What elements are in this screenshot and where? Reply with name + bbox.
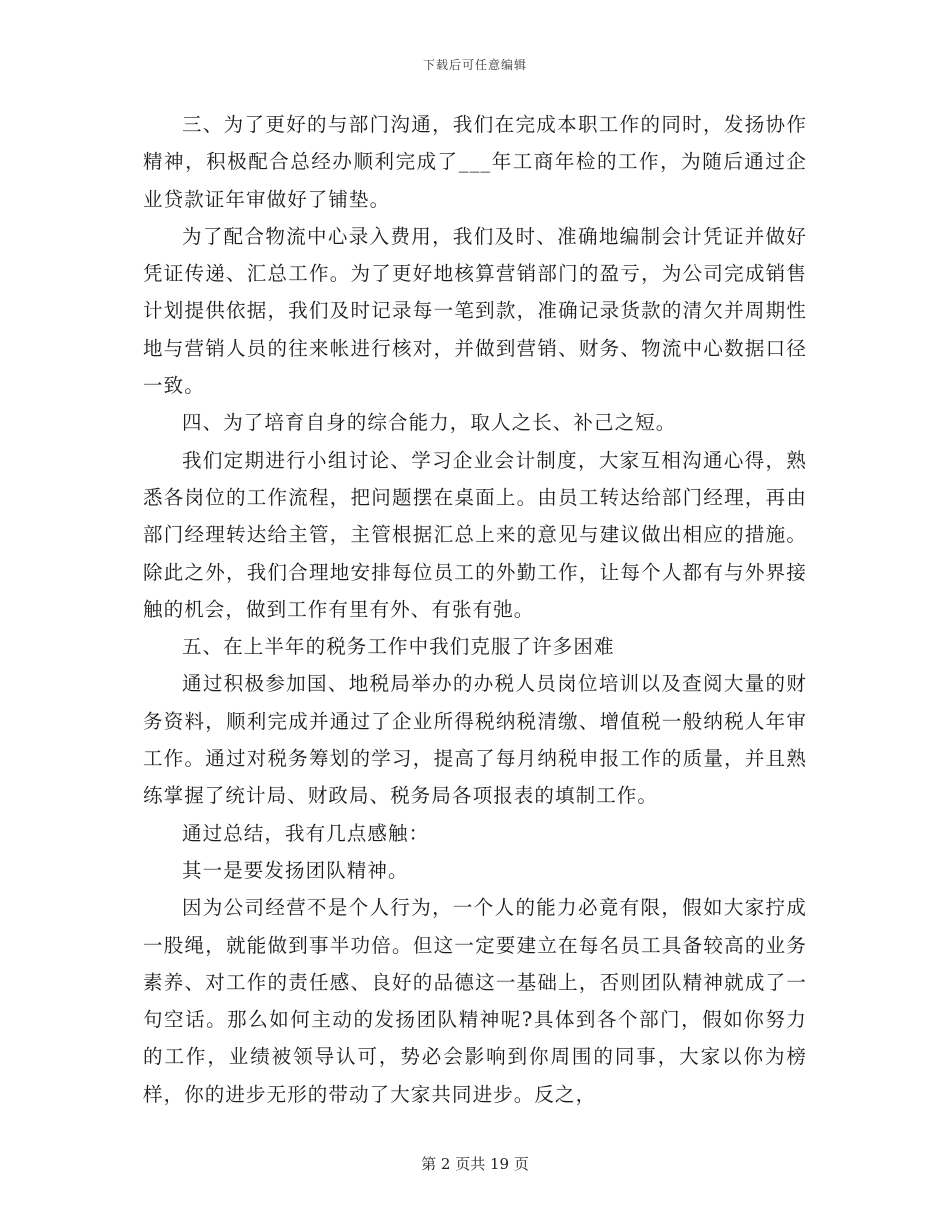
paragraph-8: 其一是要发扬团队精神。 bbox=[182, 858, 409, 882]
paragraph-3: 四、为了培育自身的综合能力，取人之长、补己之短。 bbox=[182, 411, 677, 435]
page-number: 第 2 页共 19 页 bbox=[421, 1155, 529, 1173]
page-header: 下载后可任意编辑 bbox=[422, 58, 527, 72]
paragraph-6: 通过积极参加国、地税局举办的办税人员岗位培训以及查阅大量的财务资料，顺利完成并通过了企业所得税纳税清缴、增值税一般纳税人年审工作。通过对税务筹划的学习，提高了每月纳税申报工作的质量，并且熟练掌握了统计局、财政局、税务局各项报表的填制工作。 bbox=[143, 672, 807, 808]
paragraph-9: 因为公司经营不是个人行为，一个人的能力必竟有限，假如大家拧成一股绳，就能做到事半功倍。但这一定要建立在每名员工具备较高的业务素养、对工作的责任感、良好的品德这一基础上，否则团队精神就成了一句空话。那么如何主动的发扬团队精神呢?具体到各个部门，假如你努力的工作，业绩被领导认可，势必会影响到你周围的同事，大家以你为榜样，你的进步无形的带动了大家共同进步。反之， bbox=[143, 896, 807, 1106]
paragraph-1: 三、为了更好的与部门沟通，我们在完成本职工作的同时，发扬协作精神，积极配合总经办顺利完成了___年工商年检的工作，为随后通过企业贷款证年审做好了铺垫。 bbox=[143, 113, 807, 211]
document-body bbox=[143, 106, 807, 1113]
paragraph-4: 我们定期进行小组讨论、学习企业会计制度，大家互相沟通心得，熟悉各岗位的工作流程，把问题摆在桌面上。由员工转达给部门经理，再由部门经理转达给主管，主管根据汇总上来的意见与建议做出相应的措施。除此之外，我们合理地安排每位员工的外勤工作，让每个人都有与外界接触的机会，做到工作有里有外、有张有弛。 bbox=[143, 448, 807, 621]
paragraph-7: 通过总结，我有几点感触： bbox=[182, 821, 430, 845]
paragraph-2: 为了配合物流中心录入费用，我们及时、准确地编制会计凭证并做好凭证传递、汇总工作。为了更好地核算营销部门的盈亏，为公司完成销售计划提供依据，我们及时记录每一笔到款，准确记录货款的清欠并周期性地与营销人员的往来帐进行核对，并做到营销、财务、物流中心数据口径一致。 bbox=[143, 224, 807, 398]
paragraph-5: 五、在上半年的税务工作中我们克服了许多困难 bbox=[182, 635, 615, 659]
